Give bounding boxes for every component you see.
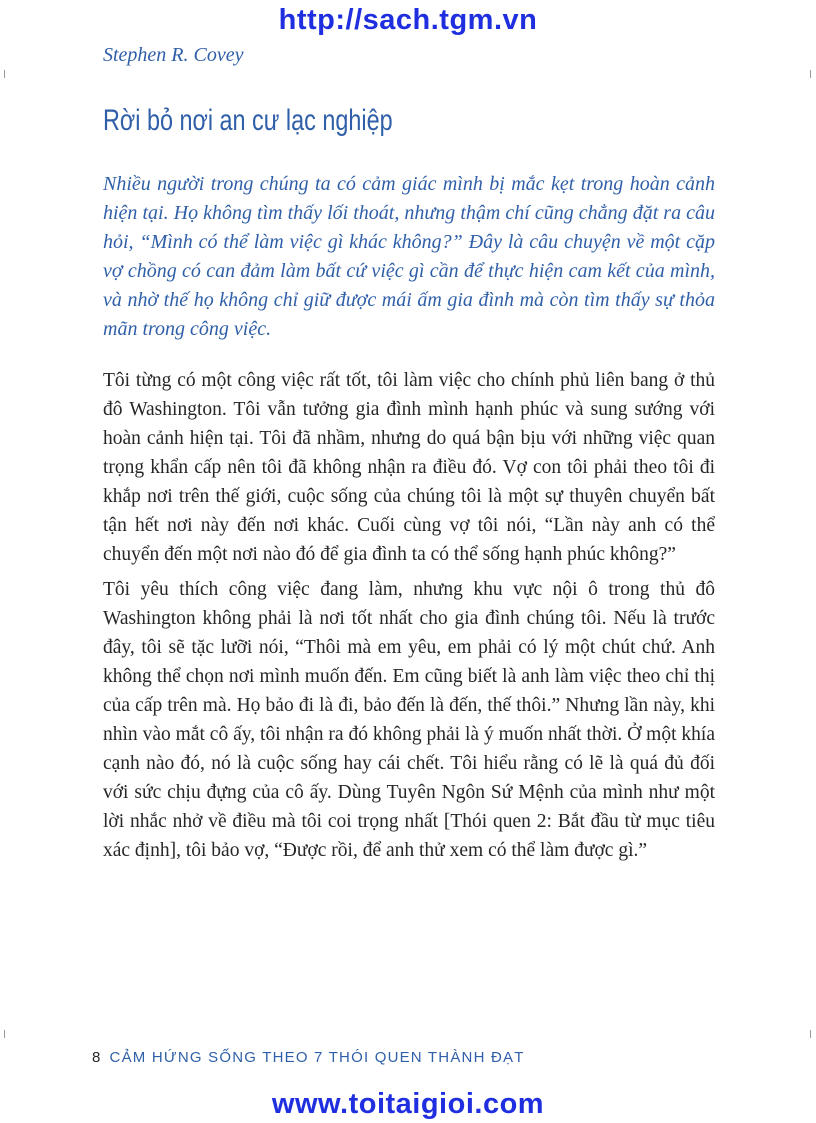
crop-mark <box>810 1030 811 1038</box>
crop-mark <box>4 1030 5 1038</box>
crop-mark <box>4 70 5 78</box>
page-number: 8 <box>92 1049 102 1066</box>
running-header-author: Stephen R. Covey <box>103 44 244 66</box>
crop-mark <box>810 70 811 78</box>
footer-book-title: CẢM HỨNG SỐNG THEO 7 THÓI QUEN THÀNH ĐẠT <box>109 1049 525 1066</box>
chapter-title: Rời bỏ nơi an cư lạc nghiệp <box>103 104 393 137</box>
watermark-bottom[interactable]: www.toitaigioi.com <box>271 1088 545 1120</box>
page-footer <box>92 1049 525 1066</box>
chapter-intro: Nhiều người trong chúng ta có cảm giác mình bị mắc kẹt trong hoàn cảnh hiện tại. Họ không tìm thấy lối thoát, nhưng thậm chí cũng chẳng đặt ra câu hỏi, “Mình có thể làm việc gì khác không?” Đây là câu chuyện về một cặp vợ chồng có can đảm làm bất cứ việc gì cần để thực hiện cam kết của mình, và nhờ thế họ không chỉ giữ được mái ấm gia đình mà còn tìm thấy sự thỏa mãn trong công việc. <box>103 173 715 340</box>
chapter-body <box>103 366 715 871</box>
body-paragraph: Tôi từng có một công việc rất tốt, tôi làm việc cho chính phủ liên bang ở thủ đô Washington. Tôi vẫn tưởng gia đình mình hạnh phúc và sung sướng với hoàn cảnh hiện tại. Tôi đã nhầm, nhưng do quá bận bịu với những việc quan trọng khẩn cấp nên tôi đã không nhận ra điều đó. Vợ con tôi phải theo tôi đi khắp nơi trên thế giới, cuộc sống của chúng tôi là một sự thuyên chuyển bất tận hết nơi này đến nơi khác. Cuối cùng vợ tôi nói, “Lần này anh có thể chuyển đến một nơi nào đó để gia đình ta có thể sống hạnh phúc không?” <box>103 370 715 565</box>
body-paragraph: Tôi yêu thích công việc đang làm, nhưng khu vực nội ô trong thủ đô Washington không phải là nơi tốt nhất cho gia đình chúng tôi. Nếu là trước đây, tôi sẽ tặc lưỡi nói, “Thôi mà em yêu, em phải có lý một chút chứ. Anh không thể chọn nơi mình muốn đến. Em cũng biết là anh làm việc theo chỉ thị của cấp trên mà. Họ bảo đi là đi, bảo đến là đến, thế thôi.” Nhưng lần này, khi nhìn vào mắt cô ấy, tôi nhận ra đó không phải là ý muốn nhất thời. Ở một khía cạnh nào đó, nó là cuộc sống hay cái chết. Tôi hiểu rằng có lẽ là quá đủ đối với sức chịu đựng của cô ấy. Dùng Tuyên Ngôn Sứ Mệnh của mình như một lời nhắc nhở về điều mà tôi coi trọng nhất [Thói quen 2: Bắt đầu từ mục tiêu xác định], tôi bảo vợ, “Được rồi, để anh thử xem có thể làm được gì.” <box>103 579 715 861</box>
watermark-top[interactable]: http://sach.tgm.vn <box>278 4 538 36</box>
